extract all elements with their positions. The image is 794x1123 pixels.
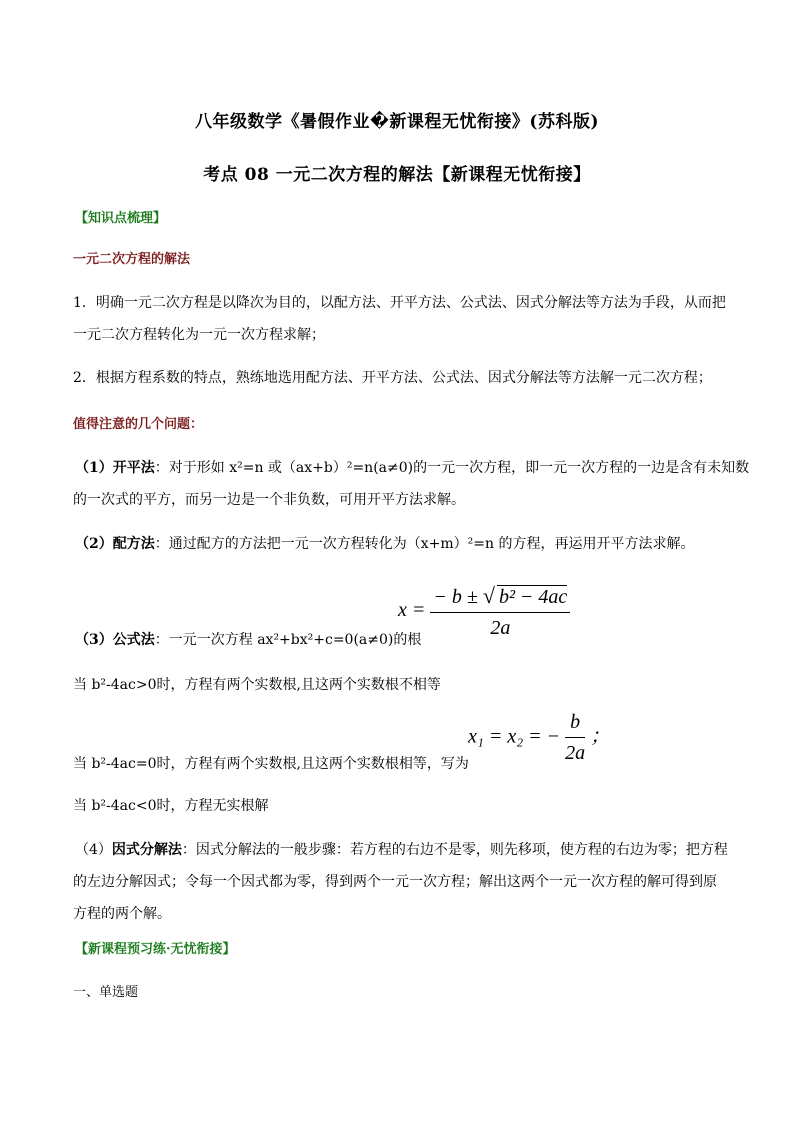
method2-text: ：通过配方的方法把一元一次方程转化为（x+m）²=n 的方程，再运用开平方法求解。 bbox=[154, 536, 695, 552]
method3-text: ：一元一次方程 ax²+bx²+c=0(a≠0)的根 bbox=[154, 632, 422, 648]
method4-line1 bbox=[75, 839, 728, 859]
formula-denominator: 2a bbox=[490, 617, 511, 639]
method1-line2: 的一次式的平方，而另一边是一个非负数，可用开平方法求解。 bbox=[73, 492, 465, 508]
method2-line bbox=[75, 533, 694, 553]
method4-name: 因式分解法 bbox=[111, 842, 182, 858]
section-knowledge-heading: 【知识点梳理】 bbox=[75, 211, 167, 226]
method1-name: 开平法 bbox=[112, 460, 155, 476]
part-heading: 一、单选题 bbox=[73, 985, 139, 1000]
method1-text: ：对于形如 x²=n 或（ax+b）²=n(a≠0)的一元一次方程，即一元一次方程的一边是含有未知数 bbox=[154, 460, 750, 476]
method4-line2: 的左边分解因式；令每一个因式都为零，得到两个一元一次方程；解出这两个一元一次方程的解可得到原 bbox=[73, 874, 717, 890]
double-root-formula bbox=[468, 711, 610, 765]
formula-numerator bbox=[430, 583, 570, 613]
document-title: 八年级数学《暑假作业�新课程无忧衔接》(苏科版) bbox=[194, 112, 599, 132]
method3-prefix: （3） bbox=[75, 632, 113, 648]
method1-line1 bbox=[75, 457, 749, 477]
square-root-icon: √ bbox=[482, 583, 495, 608]
formula-lhs: x = bbox=[398, 599, 426, 622]
double-root-numerator: b bbox=[565, 711, 585, 738]
method3-line bbox=[75, 629, 421, 649]
point2-text: 2．根据方程系数的特点，熟练地选用配方法、开平方法、公式法、因式分解法等方法解一元二次方程； bbox=[73, 370, 712, 386]
notice-heading: 值得注意的几个问题： bbox=[73, 417, 204, 432]
double-root-lhs: x₁ = x₂ = − bbox=[468, 725, 561, 748]
double-root-denominator: 2a bbox=[565, 742, 586, 764]
formula-fraction bbox=[430, 583, 570, 640]
quadratic-formula bbox=[398, 583, 570, 640]
point1-line1: 1．明确一元二次方程是以降次为目的，以配方法、开平方法、公式法、因式分解法等方法为手段，从而把 bbox=[73, 295, 726, 311]
formula-numerator-lead: − b ± bbox=[433, 586, 478, 608]
double-root-trail: ； bbox=[590, 725, 611, 748]
method2-prefix: （2） bbox=[75, 536, 113, 552]
case-zero: 当 b²-4ac=0时，方程有两个实数根,且这两个实数根相等，写为 bbox=[73, 756, 469, 772]
method3-name: 公式法 bbox=[112, 632, 155, 648]
method4-text: ：因式分解法的一般步骤：若方程的右边不是零，则先移项，使方程的右边为零；把方程 bbox=[181, 842, 728, 858]
method2-name: 配方法 bbox=[112, 536, 155, 552]
double-root-fraction bbox=[565, 711, 585, 765]
method4-line3: 方程的两个解。 bbox=[73, 906, 171, 922]
method4-prefix: （4） bbox=[75, 842, 112, 858]
formula-radicand: b² − 4ac bbox=[498, 586, 568, 608]
topic-heading: 一元二次方程的解法 bbox=[73, 252, 191, 267]
case-positive: 当 b²-4ac>0时，方程有两个实数根,且这两个实数根不相等 bbox=[73, 677, 441, 693]
method1-prefix: （1） bbox=[75, 460, 113, 476]
point1-line2: 一元二次方程转化为一元一次方程求解； bbox=[73, 327, 325, 343]
document-subtitle: 考点 08 一元二次方程的解法【新课程无忧衔接】 bbox=[203, 165, 591, 185]
case-negative: 当 b²-4ac<0时，方程无实根解 bbox=[73, 798, 269, 814]
section-practice-heading: 【新课程预习练·无忧衔接】 bbox=[75, 942, 236, 957]
